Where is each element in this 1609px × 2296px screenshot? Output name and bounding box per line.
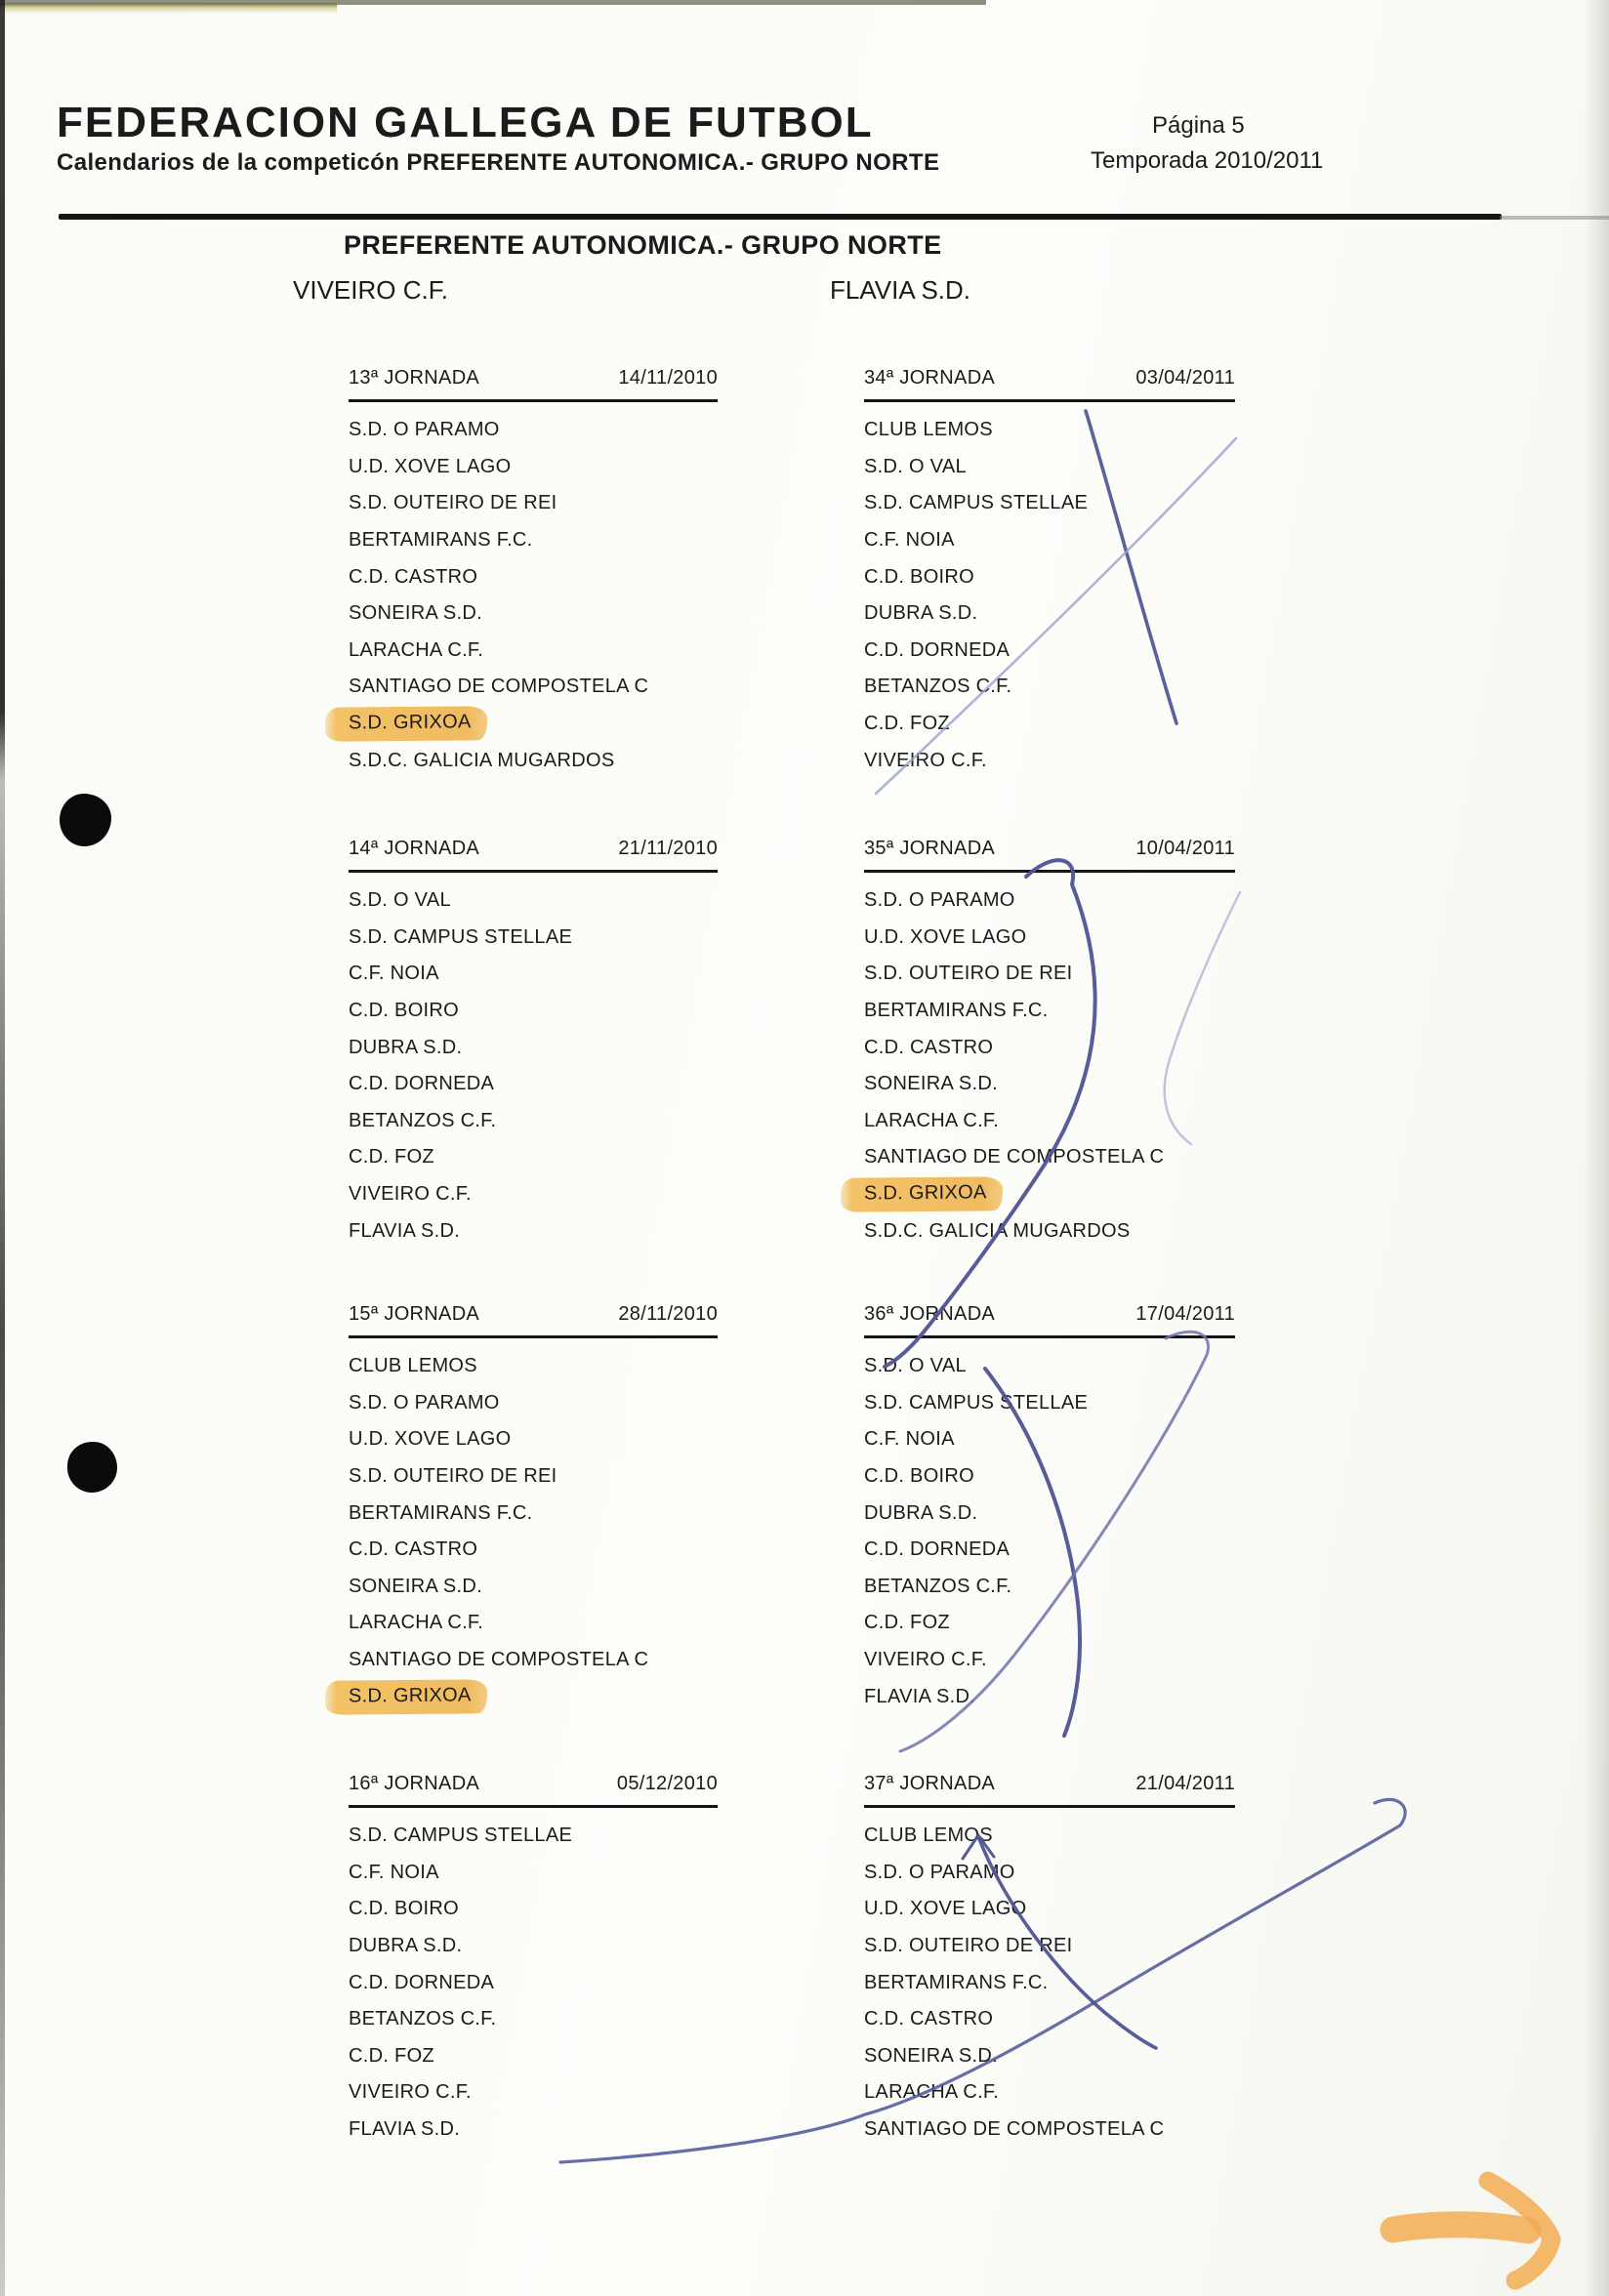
team-name: C.D. FOZ: [864, 1612, 950, 1634]
jornada-underline: [349, 399, 718, 402]
season-label: Temporada 2010/2011: [1091, 147, 1324, 174]
jornada-underline: [864, 399, 1235, 402]
team-name: C.D. DORNEDA: [349, 1073, 495, 1095]
team-row: [864, 485, 1235, 522]
jornada-header: [349, 1771, 718, 1796]
team-row: [349, 1642, 718, 1679]
resting-team-right: FLAVIA S.D.: [830, 275, 971, 305]
team-row: [864, 1678, 1235, 1715]
team-name: C.F. NOIA: [349, 1861, 439, 1883]
jornada-date: 21/04/2011: [1135, 1773, 1235, 1794]
scan-edge-left: [0, 0, 5, 2296]
team-name: BERTAMIRANS F.C.: [864, 1971, 1049, 1993]
team-row: [864, 1421, 1235, 1458]
team-name: SANTIAGO DE COMPOSTELA C: [864, 2118, 1165, 2141]
team-name: S.D. O VAL: [349, 889, 451, 912]
team-row: [349, 1066, 718, 1103]
team-row: [349, 1103, 718, 1140]
team-row: [349, 1605, 718, 1642]
team-row: [349, 1212, 718, 1250]
jornada-header: [864, 365, 1235, 390]
team-row: [864, 706, 1235, 743]
team-list: [349, 412, 718, 779]
team-name: SONEIRA S.D.: [864, 1073, 998, 1095]
team-name: C.F. NOIA: [349, 963, 439, 985]
team-name: DUBRA S.D.: [864, 602, 978, 625]
team-row: [864, 1891, 1235, 1928]
team-row: [349, 1964, 718, 2001]
team-name: VIVEIRO C.F.: [864, 1649, 987, 1671]
team-name: U.D. XOVE LAGO: [864, 925, 1027, 948]
team-row: [864, 882, 1235, 920]
team-row: [349, 956, 718, 993]
jornada-underline: [864, 870, 1235, 873]
team-row: [349, 1495, 718, 1532]
document-subtitle: Calendarios de la competicón PREFERENTE AUTONOMICA.- GRUPO NORTE: [57, 149, 940, 176]
team-row: [864, 449, 1235, 486]
team-name: BETANZOS C.F.: [349, 2008, 497, 2030]
team-name: C.D. DORNEDA: [864, 1538, 1011, 1561]
jornada-block-16: [349, 1771, 718, 2148]
jornada-date: 17/04/2011: [1135, 1303, 1235, 1325]
jornada-date: 03/04/2011: [1135, 367, 1235, 389]
jornada-block-15: [349, 1301, 718, 1715]
team-name: S.D. CAMPUS STELLAE: [349, 1824, 573, 1847]
team-name: DUBRA S.D.: [864, 1501, 978, 1524]
team-name: BETANZOS C.F.: [864, 676, 1012, 698]
team-row: [864, 558, 1235, 595]
team-row: [864, 1066, 1235, 1103]
team-name: LARACHA C.F.: [864, 2081, 1000, 2104]
team-name: BERTAMIRANS F.C.: [349, 529, 533, 552]
team-row: [864, 522, 1235, 559]
team-name: S.D. OUTEIRO DE REI: [349, 1465, 557, 1488]
team-row: [864, 595, 1235, 633]
team-list: [349, 882, 718, 1250]
team-name: SONEIRA S.D.: [349, 602, 482, 625]
jornada-block-37: [864, 1771, 1235, 2148]
team-row: [349, 558, 718, 595]
jornada-title: 34ª JORNADA: [864, 367, 996, 389]
team-row: [864, 669, 1235, 706]
jornada-title: 15ª JORNADA: [349, 1303, 480, 1325]
jornada-title: 37ª JORNADA: [864, 1773, 996, 1794]
team-name: C.D. DORNEDA: [864, 638, 1011, 661]
team-row: [864, 742, 1235, 779]
team-row: [864, 1928, 1235, 1965]
team-name: C.D. CASTRO: [864, 1036, 994, 1058]
team-row: [864, 1139, 1235, 1176]
team-name: C.D. DORNEDA: [349, 1971, 495, 1993]
team-row: [864, 920, 1235, 957]
jornada-underline: [349, 870, 718, 873]
team-name: C.F. NOIA: [864, 529, 955, 552]
team-row: [349, 2038, 718, 2075]
jornada-block-14: [349, 836, 718, 1250]
team-row: [349, 706, 718, 743]
team-name: C.D. CASTRO: [349, 1538, 478, 1561]
team-row: [349, 1678, 718, 1715]
team-row: [349, 1855, 718, 1892]
jornada-title: 36ª JORNADA: [864, 1303, 996, 1325]
team-row: [349, 1348, 718, 1385]
team-row: [864, 1212, 1235, 1250]
team-name: S.D. OUTEIRO DE REI: [864, 963, 1073, 985]
jornada-block-34: [864, 365, 1235, 779]
team-name: FLAVIA S.D.: [349, 1219, 461, 1242]
team-row: [864, 1605, 1235, 1642]
jornada-block-13: [349, 365, 718, 779]
team-row: [349, 1928, 718, 1965]
team-row: [864, 2038, 1235, 2075]
team-name: S.D. CAMPUS STELLAE: [349, 925, 573, 948]
jornada-title: 14ª JORNADA: [349, 838, 480, 859]
jornada-block-35: [864, 836, 1235, 1250]
jornada-underline: [349, 1805, 718, 1808]
team-name: VIVEIRO C.F.: [864, 749, 987, 771]
team-name: S.D. O PARAMO: [864, 889, 1015, 912]
team-row: [864, 1458, 1235, 1496]
team-name: DUBRA S.D.: [349, 1935, 463, 1957]
team-row: [349, 1458, 718, 1496]
team-name: S.D. O PARAMO: [349, 419, 500, 441]
jornada-date: 21/11/2010: [618, 838, 718, 859]
jornada-date: 05/12/2010: [616, 1773, 718, 1794]
team-row: [349, 2001, 718, 2038]
team-name: S.D. GRIXOA: [325, 1679, 487, 1714]
jornada-header: [349, 365, 718, 390]
team-name: BERTAMIRANS F.C.: [349, 1501, 533, 1524]
jornada-header: [864, 1771, 1235, 1796]
page-number: Página 5: [1152, 112, 1245, 139]
section-title: PREFERENTE AUTONOMICA.- GRUPO NORTE: [344, 230, 942, 260]
team-name: BETANZOS C.F.: [864, 1575, 1012, 1597]
team-row: [864, 1642, 1235, 1679]
team-row: [349, 993, 718, 1030]
jornada-title: 16ª JORNADA: [349, 1773, 480, 1794]
team-row: [864, 1532, 1235, 1569]
team-name: S.D.C. GALICIA MUGARDOS: [864, 1219, 1131, 1242]
scan-edge-top-band: [0, 3, 337, 14]
jornada-underline: [349, 1335, 718, 1338]
team-row: [864, 1029, 1235, 1066]
team-row: [349, 412, 718, 449]
team-row: [349, 1385, 718, 1422]
team-row: [864, 1103, 1235, 1140]
jornada-header: [864, 836, 1235, 861]
team-name: LARACHA C.F.: [349, 638, 484, 661]
team-row: [349, 1569, 718, 1606]
team-row: [349, 2112, 718, 2149]
document-title: FEDERACION GALLEGA DE FUTBOL: [57, 99, 874, 146]
team-name: CLUB LEMOS: [864, 419, 993, 441]
jornada-date: 10/04/2011: [1135, 838, 1235, 859]
team-list: [864, 1348, 1235, 1715]
header-rule-shadow: [1500, 216, 1609, 220]
team-name: S.D. O VAL: [864, 455, 967, 477]
team-name: VIVEIRO C.F.: [349, 2081, 472, 2104]
jornada-date: 28/11/2010: [618, 1303, 718, 1325]
team-name: S.D. CAMPUS STELLAE: [864, 1391, 1089, 1414]
team-name: LARACHA C.F.: [864, 1109, 1000, 1131]
team-row: [864, 1176, 1235, 1213]
team-row: [864, 1495, 1235, 1532]
team-name: BETANZOS C.F.: [349, 1109, 497, 1131]
team-name: C.D. BOIRO: [864, 565, 975, 588]
team-row: [864, 993, 1235, 1030]
team-name: S.D. O PARAMO: [864, 1861, 1015, 1883]
team-row: [864, 2112, 1235, 2149]
resting-team-left: VIVEIRO C.F.: [293, 275, 448, 305]
team-name: U.D. XOVE LAGO: [349, 1428, 512, 1451]
team-name: S.D. CAMPUS STELLAE: [864, 492, 1089, 514]
team-row: [864, 956, 1235, 993]
team-name: FLAVIA S.D.: [349, 2118, 461, 2141]
team-name: SANTIAGO DE COMPOSTELA C: [864, 1146, 1165, 1168]
team-name: LARACHA C.F.: [349, 1612, 484, 1634]
team-row: [349, 669, 718, 706]
team-list: [349, 1348, 718, 1715]
team-row: [864, 1569, 1235, 1606]
team-row: [349, 742, 718, 779]
scan-edge-right: [1584, 0, 1609, 2296]
jornada-block-36: [864, 1301, 1235, 1715]
hole-punch-mark-bottom: [67, 1442, 117, 1493]
team-name: S.D. O PARAMO: [349, 1391, 500, 1414]
team-row: [864, 633, 1235, 670]
team-row: [349, 1139, 718, 1176]
team-row: [864, 1855, 1235, 1892]
team-name: SANTIAGO DE COMPOSTELA C: [349, 676, 649, 698]
team-list: [864, 882, 1235, 1250]
team-list: [864, 412, 1235, 779]
jornada-title: 35ª JORNADA: [864, 838, 996, 859]
highlighter-arrow-icon: [1393, 2181, 1551, 2280]
team-row: [864, 1818, 1235, 1855]
team-row: [349, 1421, 718, 1458]
team-row: [349, 1029, 718, 1066]
team-row: [349, 449, 718, 486]
team-name: S.D. GRIXOA: [325, 706, 487, 741]
team-row: [349, 920, 718, 957]
team-row: [349, 522, 718, 559]
hole-punch-mark-top: [60, 794, 111, 846]
team-name: C.D. CASTRO: [349, 565, 478, 588]
team-name: S.D. OUTEIRO DE REI: [349, 492, 557, 514]
jornada-header: [349, 836, 718, 861]
team-name: DUBRA S.D.: [349, 1036, 463, 1058]
team-name: C.D. BOIRO: [349, 1898, 460, 1920]
team-row: [864, 1964, 1235, 2001]
team-name: U.D. XOVE LAGO: [349, 455, 512, 477]
team-name: VIVEIRO C.F.: [349, 1183, 472, 1206]
team-row: [349, 1891, 718, 1928]
team-row: [864, 2001, 1235, 2038]
team-name: FLAVIA S.D.: [864, 1685, 976, 1707]
team-name: C.D. FOZ: [864, 713, 950, 735]
team-name: S.D. O VAL: [864, 1355, 967, 1377]
header-rule: [59, 214, 1502, 220]
team-row: [864, 412, 1235, 449]
jornada-header: [349, 1301, 718, 1327]
jornada-underline: [864, 1335, 1235, 1338]
team-name: U.D. XOVE LAGO: [864, 1898, 1027, 1920]
team-list: [349, 1818, 718, 2148]
team-name: C.D. FOZ: [349, 2044, 434, 2067]
team-row: [864, 1348, 1235, 1385]
team-row: [349, 1532, 718, 1569]
team-name: SONEIRA S.D.: [864, 2044, 998, 2067]
team-list: [864, 1818, 1235, 2148]
team-row: [349, 485, 718, 522]
team-row: [349, 2074, 718, 2112]
team-name: S.D.C. GALICIA MUGARDOS: [349, 749, 615, 771]
team-name: C.F. NOIA: [864, 1428, 955, 1451]
team-row: [349, 882, 718, 920]
team-row: [349, 595, 718, 633]
team-name: C.D. CASTRO: [864, 2008, 994, 2030]
team-name: S.D. GRIXOA: [841, 1176, 1003, 1211]
team-row: [864, 2074, 1235, 2112]
team-name: C.D. BOIRO: [864, 1465, 975, 1488]
team-name: CLUB LEMOS: [864, 1824, 993, 1847]
team-name: C.D. BOIRO: [349, 1000, 460, 1022]
team-row: [349, 633, 718, 670]
team-name: C.D. FOZ: [349, 1146, 434, 1168]
jornada-header: [864, 1301, 1235, 1327]
jornada-underline: [864, 1805, 1235, 1808]
team-name: SONEIRA S.D.: [349, 1575, 482, 1597]
team-name: S.D. OUTEIRO DE REI: [864, 1935, 1073, 1957]
jornada-title: 13ª JORNADA: [349, 367, 480, 389]
team-row: [349, 1176, 718, 1213]
team-name: CLUB LEMOS: [349, 1355, 477, 1377]
team-name: SANTIAGO DE COMPOSTELA C: [349, 1649, 649, 1671]
jornada-date: 14/11/2010: [618, 367, 718, 389]
team-row: [864, 1385, 1235, 1422]
team-row: [349, 1818, 718, 1855]
team-name: BERTAMIRANS F.C.: [864, 1000, 1049, 1022]
